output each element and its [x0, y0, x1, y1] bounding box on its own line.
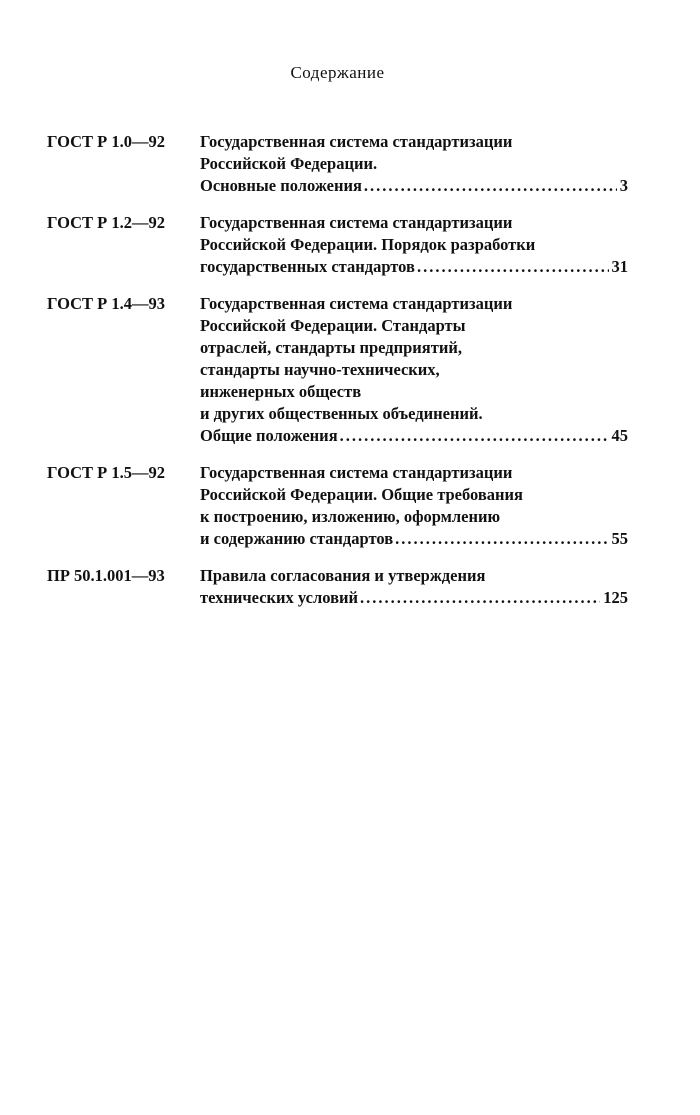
page-number: 55 — [611, 529, 628, 548]
toc-entry — [47, 212, 675, 278]
page-title: Содержание — [290, 63, 385, 82]
entry-line: Российской Федерации. Порядок разработки — [200, 235, 536, 254]
entry-code: ПР 50.1.001—93 — [47, 566, 165, 585]
entry-body — [200, 212, 628, 278]
entry-code: ГОСТ Р 1.2—92 — [47, 213, 165, 232]
entry-last-line — [200, 528, 628, 550]
entry-line: к построению, изложению, оформлению — [200, 507, 501, 526]
entry-body — [200, 462, 628, 550]
entry-code: ГОСТ Р 1.0—92 — [47, 132, 165, 151]
entry-line: технических условий — [200, 588, 358, 607]
entry-line: Государственная система стандартизации — [200, 294, 513, 313]
page-number: 45 — [611, 426, 628, 445]
entry-line: Правила согласования и утверждения — [200, 566, 486, 585]
entry-last-line — [200, 587, 628, 609]
entry-last-line — [200, 175, 628, 197]
page-number: 3 — [619, 176, 628, 195]
entry-line: Российской Федерации. — [200, 154, 378, 173]
toc-entry — [47, 293, 675, 447]
dot-leader — [395, 528, 608, 550]
entry-line: государственных стандартов — [200, 257, 415, 276]
entry-line: и содержанию стандартов — [200, 529, 394, 548]
entry-line: инженерных обществ — [200, 382, 362, 401]
entry-last-line — [200, 425, 628, 447]
entry-last-line — [200, 256, 628, 278]
entry-line: Государственная система стандартизации — [200, 463, 513, 482]
entry-body — [200, 565, 628, 609]
dot-leader — [340, 425, 609, 447]
entry-line: отраслей, стандарты предприятий, — [200, 338, 462, 357]
entry-line: стандарты научно-технических, — [200, 360, 440, 379]
dot-leader — [417, 256, 609, 278]
entry-line: Российской Федерации. Общие требования — [200, 485, 523, 504]
entry-body — [200, 293, 628, 447]
toc-entry — [47, 131, 675, 197]
entry-line: Основные положения — [200, 176, 362, 195]
dot-leader — [360, 587, 600, 609]
page-number: 125 — [603, 588, 628, 607]
toc-entry — [47, 565, 675, 609]
toc-entry — [47, 462, 675, 550]
table-of-contents — [0, 131, 700, 609]
entry-body — [200, 131, 628, 197]
page-number: 31 — [611, 257, 628, 276]
entry-line: Общие положения — [200, 426, 338, 445]
entry-line: Государственная система стандартизации — [200, 213, 513, 232]
entry-line: Государственная система стандартизации — [200, 132, 513, 151]
entry-line: Российской Федерации. Стандарты — [200, 316, 466, 335]
entry-code: ГОСТ Р 1.4—93 — [47, 294, 165, 313]
entry-code: ГОСТ Р 1.5—92 — [47, 463, 165, 482]
entry-line: и других общественных объединений. — [200, 404, 483, 423]
dot-leader — [364, 175, 617, 197]
